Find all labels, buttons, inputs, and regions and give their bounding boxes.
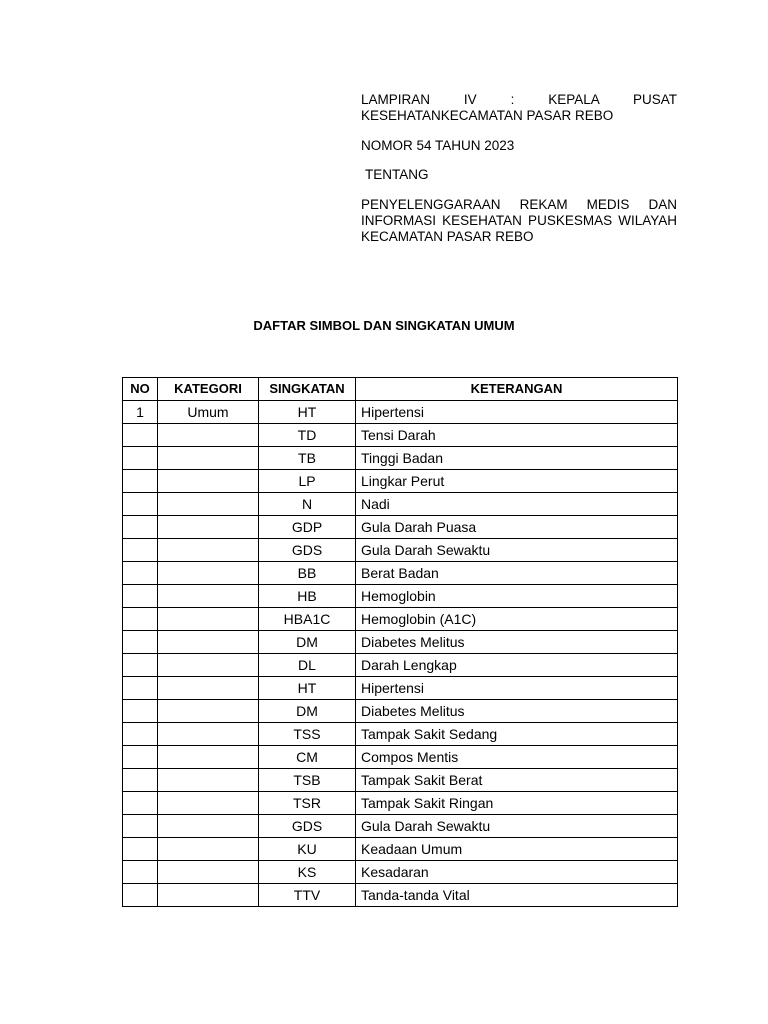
cell-singkatan: CM: [259, 746, 356, 769]
table-row: [123, 470, 678, 493]
table-row: [123, 746, 678, 769]
cell-keterangan: Hemoglobin (A1C): [356, 608, 678, 631]
cell-no: [123, 539, 158, 562]
cell-no: [123, 470, 158, 493]
cell-no: [123, 493, 158, 516]
table-row: [123, 424, 678, 447]
cell-singkatan: KU: [259, 838, 356, 861]
cell-singkatan: TSR: [259, 792, 356, 815]
column-header-singkatan: SINGKATAN: [259, 378, 356, 401]
cell-kategori: [158, 631, 259, 654]
cell-no: [123, 424, 158, 447]
lampiran-line: LAMPIRAN IV : KEPALA PUSAT KESEHATANKECAMATAN PASAR REBO: [361, 92, 677, 123]
perihal-line: PENYELENGGARAAN REKAM MEDIS DAN INFORMASI KESEHATAN PUSKESMAS WILAYAH KECAMATAN PASAR REBO: [361, 197, 677, 244]
table-header-row: [123, 378, 678, 401]
column-header-keterangan: KETERANGAN: [356, 378, 678, 401]
cell-no: [123, 631, 158, 654]
table-row: [123, 447, 678, 470]
cell-keterangan: Gula Darah Sewaktu: [356, 539, 678, 562]
cell-singkatan: GDS: [259, 815, 356, 838]
table-row: [123, 562, 678, 585]
table-body: [123, 401, 678, 907]
cell-singkatan: GDS: [259, 539, 356, 562]
cell-kategori: [158, 677, 259, 700]
cell-keterangan: Nadi: [356, 493, 678, 516]
table-row: [123, 631, 678, 654]
document-header: [361, 92, 677, 245]
cell-kategori: [158, 769, 259, 792]
cell-kategori: [158, 815, 259, 838]
cell-no: [123, 723, 158, 746]
table-row: [123, 769, 678, 792]
cell-singkatan: BB: [259, 562, 356, 585]
cell-singkatan: LP: [259, 470, 356, 493]
cell-keterangan: Tampak Sakit Berat: [356, 769, 678, 792]
table-row: [123, 815, 678, 838]
cell-no: [123, 746, 158, 769]
cell-no: [123, 608, 158, 631]
cell-singkatan: TD: [259, 424, 356, 447]
cell-keterangan: Hemoglobin: [356, 585, 678, 608]
cell-no: [123, 792, 158, 815]
table-row: [123, 792, 678, 815]
cell-no: [123, 516, 158, 539]
cell-singkatan: TSS: [259, 723, 356, 746]
cell-kategori: [158, 562, 259, 585]
cell-no: [123, 815, 158, 838]
cell-keterangan: Tinggi Badan: [356, 447, 678, 470]
cell-no: [123, 861, 158, 884]
cell-singkatan: HBA1C: [259, 608, 356, 631]
cell-no: [123, 654, 158, 677]
cell-no: [123, 838, 158, 861]
cell-kategori: [158, 746, 259, 769]
cell-singkatan: HT: [259, 401, 356, 424]
cell-singkatan: GDP: [259, 516, 356, 539]
table-row: [123, 700, 678, 723]
cell-kategori: [158, 884, 259, 907]
cell-no: [123, 677, 158, 700]
cell-no: [123, 884, 158, 907]
cell-singkatan: DM: [259, 700, 356, 723]
document-title-text: DAFTAR SIMBOL DAN SINGKATAN UMUM: [253, 318, 515, 333]
cell-singkatan: TSB: [259, 769, 356, 792]
cell-keterangan: Darah Lengkap: [356, 654, 678, 677]
table-row: [123, 654, 678, 677]
cell-singkatan: HB: [259, 585, 356, 608]
column-header-kategori: KATEGORI: [158, 378, 259, 401]
table-row: [123, 539, 678, 562]
cell-kategori: Umum: [158, 401, 259, 424]
cell-keterangan: Tensi Darah: [356, 424, 678, 447]
cell-singkatan: HT: [259, 677, 356, 700]
table-row: [123, 838, 678, 861]
cell-kategori: [158, 493, 259, 516]
table-row: [123, 723, 678, 746]
cell-kategori: [158, 447, 259, 470]
cell-keterangan: Gula Darah Puasa: [356, 516, 678, 539]
table-row: [123, 585, 678, 608]
cell-kategori: [158, 470, 259, 493]
cell-keterangan: Gula Darah Sewaktu: [356, 815, 678, 838]
cell-keterangan: Lingkar Perut: [356, 470, 678, 493]
cell-kategori: [158, 723, 259, 746]
cell-keterangan: Tampak Sakit Ringan: [356, 792, 678, 815]
cell-keterangan: Hipertensi: [356, 401, 678, 424]
cell-keterangan: Keadaan Umum: [356, 838, 678, 861]
cell-keterangan: Tanda-tanda Vital: [356, 884, 678, 907]
table-row: [123, 401, 678, 424]
tentang-line: TENTANG: [365, 167, 429, 182]
cell-keterangan: Berat Badan: [356, 562, 678, 585]
cell-keterangan: Diabetes Melitus: [356, 631, 678, 654]
cell-keterangan: Kesadaran: [356, 861, 678, 884]
cell-kategori: [158, 861, 259, 884]
table-row: [123, 677, 678, 700]
cell-singkatan: KS: [259, 861, 356, 884]
cell-no: [123, 447, 158, 470]
cell-kategori: [158, 424, 259, 447]
cell-no: [123, 700, 158, 723]
cell-kategori: [158, 654, 259, 677]
cell-no: [123, 769, 158, 792]
cell-kategori: [158, 539, 259, 562]
column-header-no: NO: [123, 378, 158, 401]
cell-keterangan: Compos Mentis: [356, 746, 678, 769]
cell-keterangan: Diabetes Melitus: [356, 700, 678, 723]
table-row: [123, 884, 678, 907]
abbreviation-table: [122, 377, 678, 907]
cell-singkatan: TTV: [259, 884, 356, 907]
cell-kategori: [158, 585, 259, 608]
table-row: [123, 516, 678, 539]
cell-singkatan: DM: [259, 631, 356, 654]
table-row: [123, 608, 678, 631]
document-title: [0, 318, 768, 333]
cell-singkatan: TB: [259, 447, 356, 470]
table-row: [123, 493, 678, 516]
cell-singkatan: N: [259, 493, 356, 516]
cell-kategori: [158, 792, 259, 815]
cell-keterangan: Tampak Sakit Sedang: [356, 723, 678, 746]
cell-kategori: [158, 516, 259, 539]
cell-kategori: [158, 838, 259, 861]
table-row: [123, 861, 678, 884]
cell-no: [123, 585, 158, 608]
cell-no: 1: [123, 401, 158, 424]
cell-keterangan: Hipertensi: [356, 677, 678, 700]
nomor-line: NOMOR 54 TAHUN 2023: [361, 138, 515, 153]
cell-singkatan: DL: [259, 654, 356, 677]
cell-kategori: [158, 700, 259, 723]
cell-kategori: [158, 608, 259, 631]
cell-no: [123, 562, 158, 585]
